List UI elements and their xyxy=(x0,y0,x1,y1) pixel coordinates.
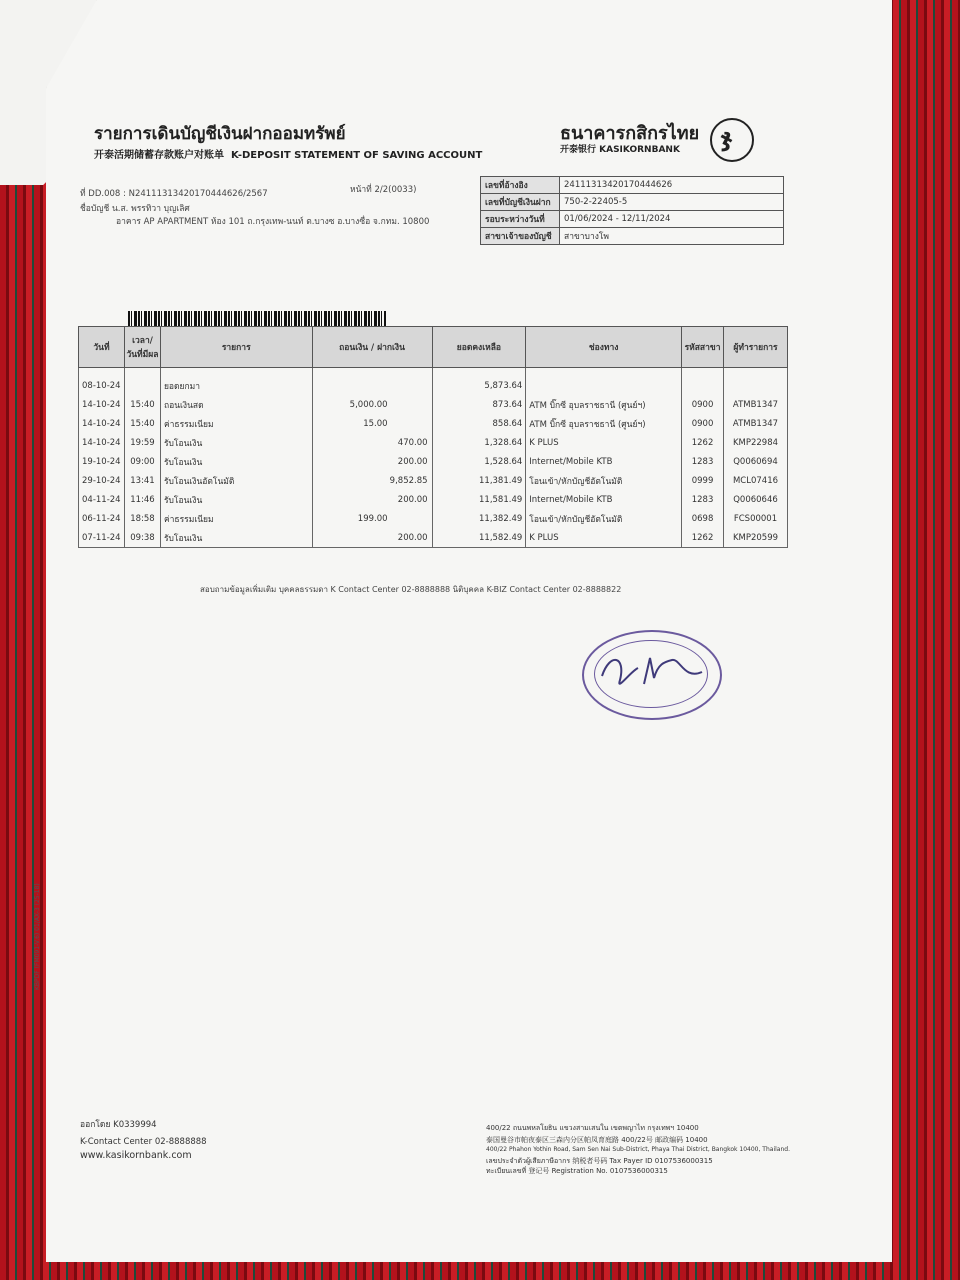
cell-time: 19:59 xyxy=(124,433,160,452)
withdrawal-value: 199.00 xyxy=(357,513,388,524)
table-row xyxy=(79,376,788,395)
amount-cell xyxy=(312,452,432,471)
cell-desc: ค่าธรรมเนียม xyxy=(160,509,312,528)
cell-date: 06-11-24 xyxy=(79,509,125,528)
info-value: 750-2-22405-5 xyxy=(560,194,784,211)
amount-cell xyxy=(312,395,432,414)
cell-time: 09:38 xyxy=(124,528,160,548)
info-value: 01/06/2024 - 12/11/2024 xyxy=(560,211,784,228)
cell-bal: 5,873.64 xyxy=(432,376,526,395)
cell-br: 1262 xyxy=(682,433,724,452)
cell-br: 0900 xyxy=(682,395,724,414)
amount-cell xyxy=(312,490,432,509)
spacer-cell xyxy=(724,368,788,377)
issued-by: ออกโดย K0339994 xyxy=(80,1120,157,1130)
table-row xyxy=(79,528,788,548)
info-key: รอบระหว่างวันที่ xyxy=(481,211,560,228)
contact-info: สอบถามข้อมูลเพิ่มเติม บุคคลธรรมดา K Contact Center 02-8888888 นิติบุคคล K-BIZ Contact Center 02-8888822 xyxy=(200,585,622,594)
cell-br: 0999 xyxy=(682,471,724,490)
form-code: KBPDF (FM091-V.6) 01/AX-3 (25-18) xyxy=(34,883,41,990)
deposit-value: 200.00 xyxy=(397,532,428,543)
col-time: เวลา/ วันที่มีผล xyxy=(124,327,160,368)
spacer-cell xyxy=(526,368,682,377)
cell-desc: รับโอนเงิน xyxy=(160,452,312,471)
spacer-cell xyxy=(432,368,526,377)
cell-time: 15:40 xyxy=(124,414,160,433)
info-row xyxy=(481,228,784,245)
document-ref: ที่ DD.008 : N241113134201704446​26/2567 xyxy=(80,189,268,199)
tax-id: เลขประจำตัวผู้เสียภาษีอากร 纳税者号码 Tax Payer ID 0107536000315 xyxy=(486,1157,713,1165)
cell-time xyxy=(124,376,160,395)
col-channel: ช่องทาง xyxy=(526,327,682,368)
address-en: 400/22 Phahon Yothin Road, Sam Sen Nai Sub-District, Phaya Thai District, Bangkok 10400, Thailand. xyxy=(486,1146,790,1153)
cell-bal: 11,582.49 xyxy=(432,528,526,548)
table-row xyxy=(79,433,788,452)
cell-bal: 858.64 xyxy=(432,414,526,433)
cell-by xyxy=(724,376,788,395)
registration-no: ทะเบียนเลขที่ 登记号 Registration No. 0107536000315 xyxy=(486,1167,668,1175)
info-row xyxy=(481,211,784,228)
table-spacer-row xyxy=(79,368,788,377)
cell-ch: ATM บิ๊กซี อุบลราชธานี (ศูนย์ฯ) xyxy=(526,395,682,414)
cell-br: 1283 xyxy=(682,490,724,509)
cell-by: MCL07416 xyxy=(724,471,788,490)
info-key: เลขที่บัญชีเงินฝาก xyxy=(481,194,560,211)
info-row xyxy=(481,194,784,211)
table-row xyxy=(79,395,788,414)
cell-bal: 873.64 xyxy=(432,395,526,414)
cell-by: FCS00001 xyxy=(724,509,788,528)
cell-by: ATMB1347 xyxy=(724,395,788,414)
deposit-value: 200.00 xyxy=(397,494,428,505)
cell-ch: Internet/Mobile KTB xyxy=(526,452,682,471)
cell-by: KMP22984 xyxy=(724,433,788,452)
cell-ch: โอนเข้า/หักบัญชีอัตโนมัติ xyxy=(526,471,682,490)
cell-desc: ถอนเงินสด xyxy=(160,395,312,414)
col-balance: ยอดคงเหลือ xyxy=(432,327,526,368)
account-address: อาคาร AP APARTMENT ห้อง 101 ถ.กรุงเทพ-นนท์ ต.บางซ อ.บางซื่อ จ.กทม. 10800 xyxy=(116,217,430,227)
cell-desc: รับโอนเงิน xyxy=(160,528,312,548)
bank-name-th: ธนาคารกสิกรไทย xyxy=(560,123,700,144)
signature-icon xyxy=(584,632,720,718)
info-key: เลขที่อ้างอิง xyxy=(481,177,560,194)
info-key: สาขาเจ้าของบัญชี xyxy=(481,228,560,245)
col-branch: รหัสสาขา xyxy=(682,327,724,368)
deposit-value: 200.00 xyxy=(397,456,428,467)
cell-desc: รับโอนเงินอัตโนมัติ xyxy=(160,471,312,490)
cell-br: 0698 xyxy=(682,509,724,528)
cell-bal: 1,328.64 xyxy=(432,433,526,452)
cell-ch xyxy=(526,376,682,395)
info-value: สาขาบางโพ xyxy=(560,228,784,245)
cell-date: 04-11-24 xyxy=(79,490,125,509)
cell-ch: โอนเข้า/หักบัญชีอัตโนมัติ xyxy=(526,509,682,528)
account-name: ชื่อบัญชี น.ส. พรรทิวา บุญเลิศ xyxy=(80,204,190,214)
cell-br: 0900 xyxy=(682,414,724,433)
cell-ch: ATM บิ๊กซี อุบลราชธานี (ศูนย์ฯ) xyxy=(526,414,682,433)
amount-cell xyxy=(312,509,432,528)
col-date: วันที่ xyxy=(79,327,125,368)
cell-date: 08-10-24 xyxy=(79,376,125,395)
contact-center: K-Contact Center 02-8888888 xyxy=(80,1137,207,1147)
cell-ch: K PLUS xyxy=(526,528,682,548)
address-th: 400/22 ถนนพหลโยธิน แขวงสามเสนใน เขตพญาไท กรุงเทพฯ 10400 xyxy=(486,1124,699,1132)
amount-cell xyxy=(312,433,432,452)
cell-desc: ยอดยกมา xyxy=(160,376,312,395)
cell-br: 1283 xyxy=(682,452,724,471)
col-operator: ผู้ทำรายการ xyxy=(724,327,788,368)
cell-desc: รับโอนเงิน xyxy=(160,490,312,509)
spacer-cell xyxy=(79,368,125,377)
spacer-cell xyxy=(160,368,312,377)
address-cn: 泰国曼谷市帕夜泰区三森内分区帕凤育庭路 400/22号 邮政编码 10400 xyxy=(486,1136,708,1144)
cell-br xyxy=(682,376,724,395)
cell-bal: 11,382.49 xyxy=(432,509,526,528)
cell-by: Q0060694 xyxy=(724,452,788,471)
cell-time: 15:40 xyxy=(124,395,160,414)
cell-bal: 11,581.49 xyxy=(432,490,526,509)
kasikorn-logo-icon: ჯ xyxy=(710,118,754,162)
cell-desc: รับโอนเงิน xyxy=(160,433,312,452)
cell-date: 19-10-24 xyxy=(79,452,125,471)
info-row xyxy=(481,177,784,194)
col-desc: รายการ xyxy=(160,327,312,368)
col-amount: ถอนเงิน / ฝากเงิน xyxy=(312,327,432,368)
cell-bal: 11,381.49 xyxy=(432,471,526,490)
statement-title-en xyxy=(94,146,482,161)
amount-cell xyxy=(312,471,432,490)
cell-date: 14-10-24 xyxy=(79,414,125,433)
spacer-cell xyxy=(312,368,432,377)
table-row xyxy=(79,509,788,528)
withdrawal-value: 15.00 xyxy=(363,418,388,429)
statement-title-en-text: K-DEPOSIT STATEMENT OF SAVING ACCOUNT xyxy=(230,150,483,161)
table-row xyxy=(79,452,788,471)
cell-date: 14-10-24 xyxy=(79,433,125,452)
table-row xyxy=(79,490,788,509)
cell-by: ATMB1347 xyxy=(724,414,788,433)
cell-by: KMP20599 xyxy=(724,528,788,548)
table-header-row xyxy=(79,327,788,368)
page-number: หน้าที่ 2/2(0033) xyxy=(350,185,417,195)
bank-name-en: 开泰银行 KASIKORNBANK xyxy=(560,145,680,155)
cell-ch: K PLUS xyxy=(526,433,682,452)
cell-time: 18:58 xyxy=(124,509,160,528)
spacer-cell xyxy=(682,368,724,377)
cell-time: 13:41 xyxy=(124,471,160,490)
statement-title-th: รายการเดินบัญชีเงินฝากออมทรัพย์ xyxy=(94,124,346,144)
cell-by: Q0060646 xyxy=(724,490,788,509)
cell-date: 14-10-24 xyxy=(79,395,125,414)
deposit-value: 9,852.85 xyxy=(389,475,428,486)
account-info-box xyxy=(480,176,784,245)
table-row xyxy=(79,471,788,490)
amount-cell xyxy=(312,528,432,548)
cell-time: 09:00 xyxy=(124,452,160,471)
statement-title-cn: 开泰活期储蓄存款账户对账单 xyxy=(94,150,224,161)
info-value: 241113134201704446​26 xyxy=(560,177,784,194)
amount-cell xyxy=(312,376,432,395)
cell-date: 07-11-24 xyxy=(79,528,125,548)
official-stamp xyxy=(582,630,722,720)
amount-cell xyxy=(312,414,432,433)
spacer-cell xyxy=(124,368,160,377)
withdrawal-value: 5,000.00 xyxy=(349,399,388,410)
cell-bal: 1,528.64 xyxy=(432,452,526,471)
website-link[interactable]: www.kasikornbank.com xyxy=(80,1150,192,1161)
cell-br: 1262 xyxy=(682,528,724,548)
table-row xyxy=(79,414,788,433)
cell-desc: ค่าธรรมเนียม xyxy=(160,414,312,433)
deposit-value: 470.00 xyxy=(397,437,428,448)
transaction-table xyxy=(78,326,788,548)
cell-date: 29-10-24 xyxy=(79,471,125,490)
cell-ch: Internet/Mobile KTB xyxy=(526,490,682,509)
cell-time: 11:46 xyxy=(124,490,160,509)
